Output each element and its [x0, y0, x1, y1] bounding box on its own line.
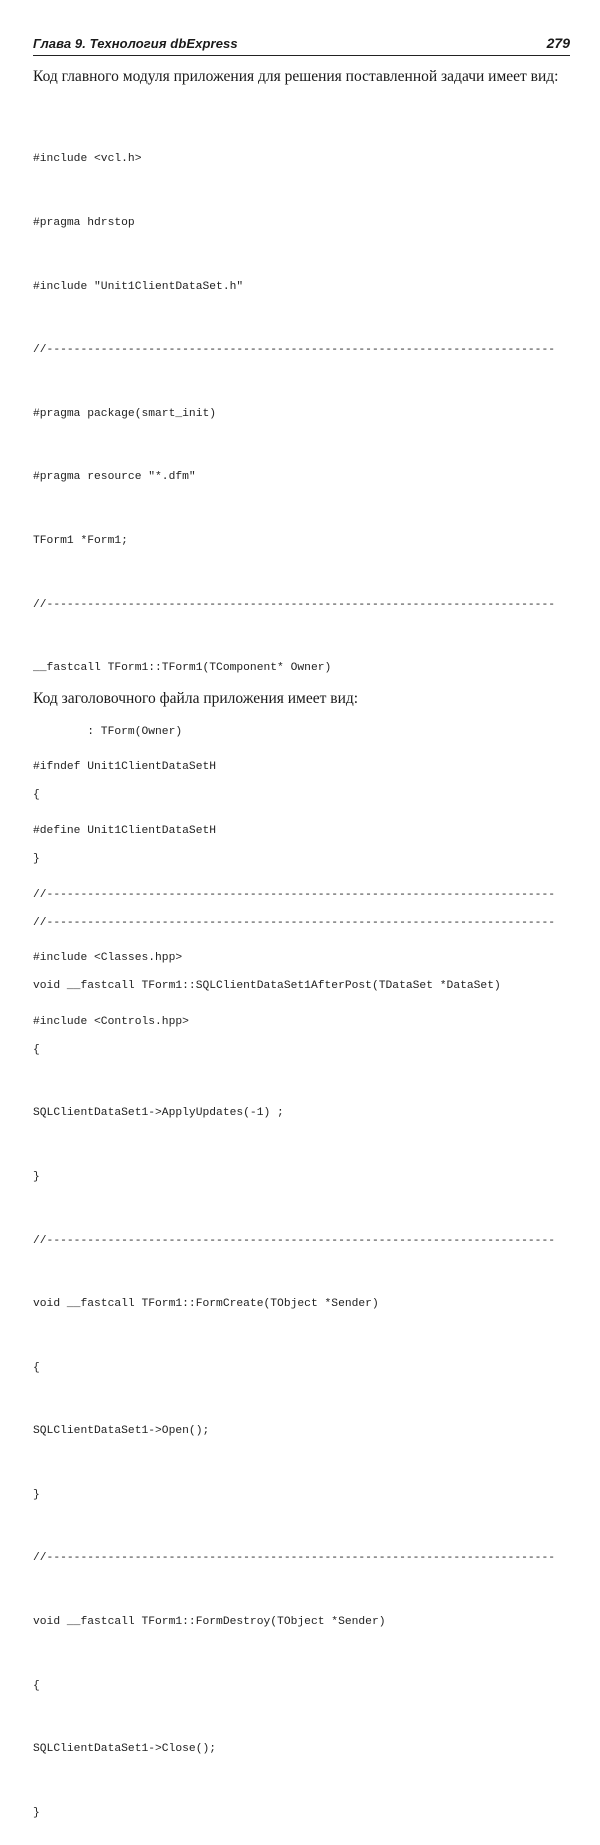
code-line: #define Unit1ClientDataSetH: [33, 825, 217, 837]
code-separator: //---------------------------------------------------------------------------: [33, 916, 556, 929]
code-line: }: [33, 1488, 40, 1501]
code-line: #ifndef Unit1ClientDataSetH: [33, 761, 217, 774]
code-line: #include <Controls.hpp>: [33, 1015, 189, 1028]
code-line: void __fastcall TForm1::FormDestroy(TObject *Sender): [33, 1616, 386, 1629]
code-separator: //---------------------------------------------------------------------------: [33, 1234, 556, 1247]
code-line: {: [33, 1679, 40, 1692]
code-separator: //---------------------------------------------------------------------------: [33, 1552, 556, 1565]
code-line: #pragma hdrstop: [33, 217, 135, 229]
code-line: TForm1 *Form1;: [33, 534, 128, 547]
code-line: void __fastcall TForm1::SQLClientDataSet1AfterPost(TDataSet *DataSet): [33, 980, 501, 993]
code-line: SQLClientDataSet1->ApplyUpdates(-1) ;: [33, 1107, 284, 1120]
running-header: [33, 33, 570, 56]
code-line: {: [33, 789, 40, 802]
code-line: #include "Unit1ClientDataSet.h": [33, 280, 244, 293]
code-separator: //---------------------------------------------------------------------------: [33, 598, 556, 611]
code-line: {: [33, 1043, 40, 1056]
code-line: }: [33, 852, 40, 865]
code-line: void __fastcall TForm1::FormCreate(TObject *Sender): [33, 1298, 379, 1311]
code-line: {: [33, 1361, 40, 1374]
code-line: }: [33, 1170, 40, 1183]
code-separator: //---------------------------------------------------------------------------: [33, 888, 556, 901]
code-line: #pragma package(smart_init): [33, 407, 217, 420]
intro-paragraph: Код главного модуля приложения для решения поставленной задачи имеет вид:: [33, 68, 559, 85]
code-line: #include <vcl.h>: [33, 153, 142, 166]
header-file-code: [33, 715, 570, 1054]
code-line: : TForm(Owner): [33, 725, 183, 738]
code-line: __fastcall TForm1::TForm1(TComponent* Owner): [33, 662, 332, 675]
code-line: SQLClientDataSet1->Open();: [33, 1425, 210, 1438]
code-separator: //---------------------------------------------------------------------------: [33, 344, 556, 357]
code-line: SQLClientDataSet1->Close();: [33, 1743, 217, 1756]
header-file-paragraph: Код заголовочного файла приложения имеет вид:: [33, 690, 359, 707]
chapter-title: Глава 9. Технология dbExpress: [33, 36, 238, 51]
page-number: 279: [546, 35, 570, 51]
code-line: #include <Classes.hpp>: [33, 952, 183, 965]
code-line: }: [33, 1806, 40, 1819]
code-line: #pragma resource "*.dfm": [33, 471, 196, 484]
